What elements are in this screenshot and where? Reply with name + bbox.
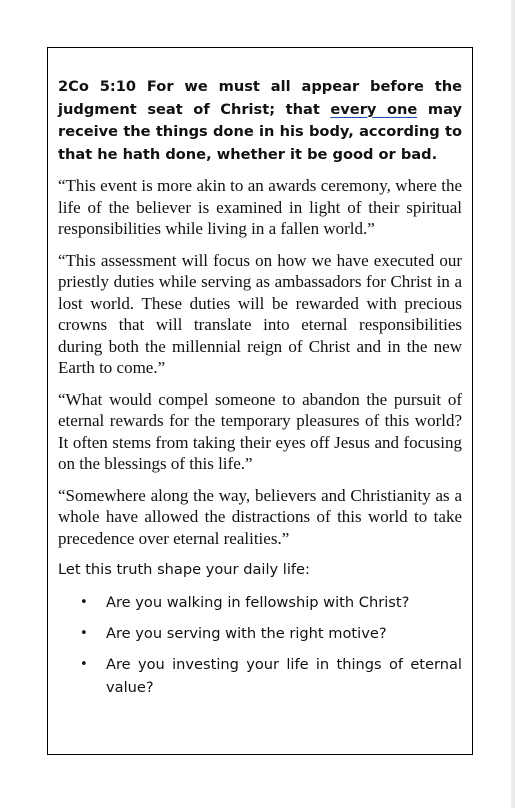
lead-sentence: Let this truth shape your daily life: bbox=[58, 561, 310, 578]
quote-paragraph-2: “This assessment will focus on how we have executed our priestly duties while serving as ambassadors for Christ in a lost world. These duties will be rewarded with precious crowns that will translate into eternal responsibilities during both the millennial reign of Christ and in the new Earth to come.” bbox=[58, 250, 462, 377]
verse-text-end: may receive the things done in his body, according to that he hath done, whether it be good or bad. bbox=[58, 100, 462, 163]
bullet-icon: • bbox=[80, 657, 88, 672]
quote-paragraph-1: “This event is more akin to an awards ceremony, where the life of the believer is examined in light of their spiritual responsibilities while living in a fallen world.” bbox=[58, 176, 462, 238]
verse-text-start: 2Co 5:10 For we must all appear before the judgment seat of Christ; that bbox=[58, 78, 462, 118]
list-item-text: Are you serving with the right motive? bbox=[106, 625, 387, 642]
list-item bbox=[80, 591, 462, 614]
list-item-text: Are you walking in fellowship with Christ? bbox=[106, 594, 410, 611]
quote-paragraph-4: “Somewhere along the way, believers and Christianity as a whole have allowed the distractions of this world to take precedence over eternal realities.” bbox=[58, 485, 462, 548]
document-frame bbox=[47, 47, 473, 755]
list-item-text: Are you investing your life in things of eternal value? bbox=[106, 656, 462, 696]
list-item bbox=[80, 622, 462, 645]
question-list bbox=[58, 591, 462, 699]
scripture-verse bbox=[58, 76, 462, 166]
bullet-icon: • bbox=[80, 626, 88, 641]
page-edge bbox=[511, 0, 515, 808]
verse-underlined-phrase: every one bbox=[330, 100, 418, 118]
list-item bbox=[80, 653, 462, 699]
quote-paragraph-3: “What would compel someone to abandon the pursuit of eternal rewards for the temporary pleasures of this world? It often stems from taking their eyes off Jesus and focusing on the blessings of this life.” bbox=[58, 389, 462, 473]
bullet-icon: • bbox=[80, 595, 88, 610]
